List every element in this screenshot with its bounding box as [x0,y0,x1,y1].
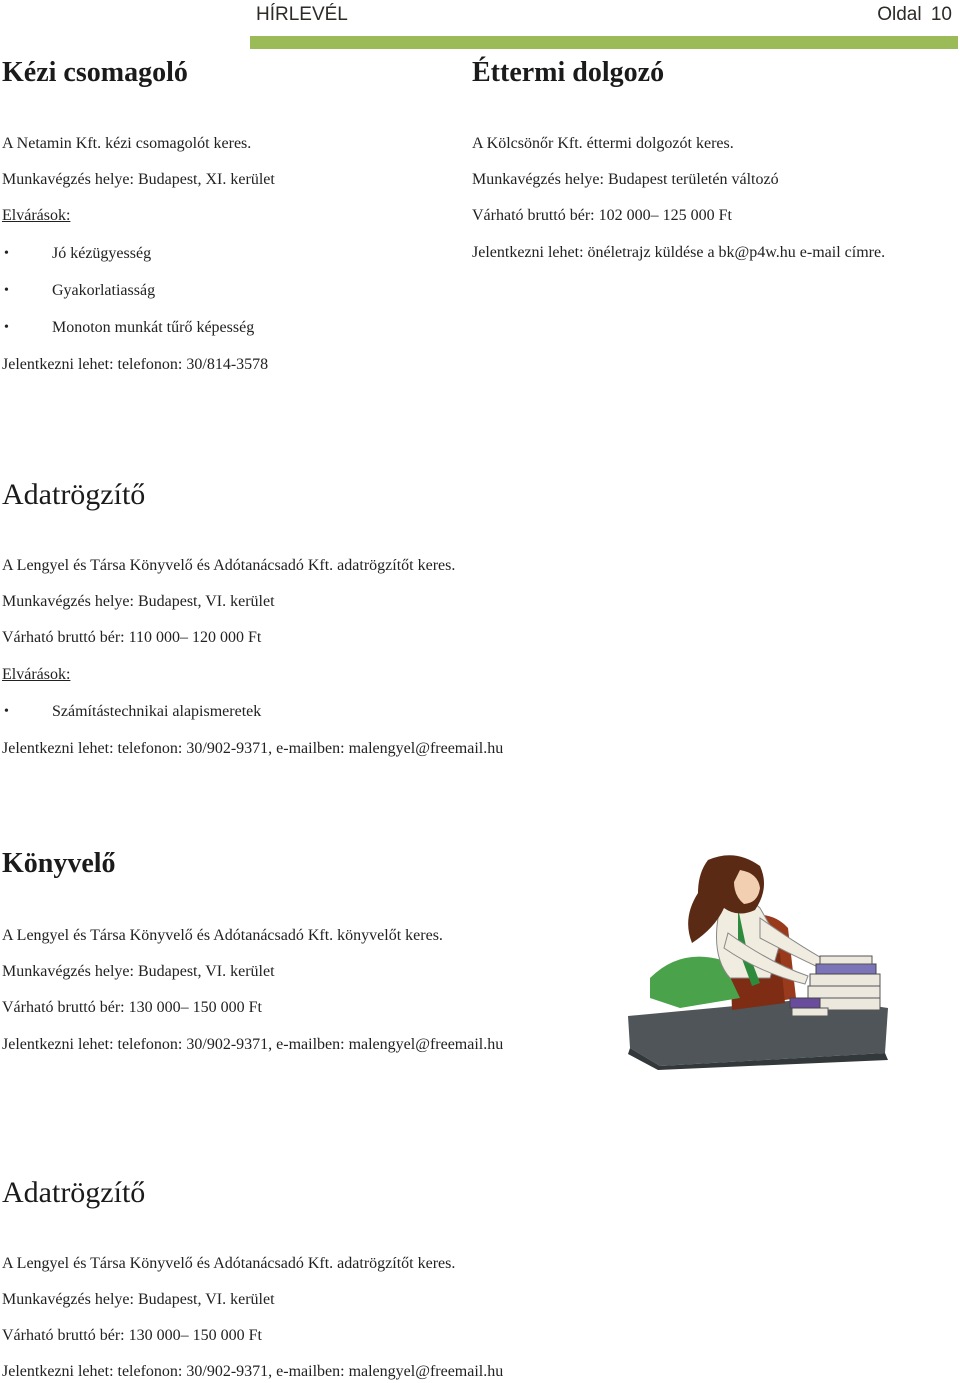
packer-contact: Jelentkezni lehet: telefonon: 30/814-3578 [2,356,269,373]
restaurant-salary: Várható bruttó bér: 102 000– 125 000 Ft [472,207,732,224]
accountant-location: Munkavégzés helye: Budapest, VI. kerület [2,963,275,980]
data-entry-2-contact: Jelentkezni lehet: telefonon: 30/902-9371, e-mailben: malengyel@freemail.hu [2,1363,504,1380]
bullet-icon: • [4,704,9,719]
packer-req-item: Jó kézügyesség [52,245,152,262]
restaurant-company: A Kölcsönőr Kft. éttermi dolgozót keres. [472,135,734,152]
accountant-company: A Lengyel és Társa Könyvelő és Adótanácsadó Kft. könyvelőt keres. [2,927,443,944]
accountant-contact: Jelentkezni lehet: telefonon: 30/902-9371, e-mailben: malengyel@freemail.hu [2,1036,504,1053]
data-entry-requirements-label: Elvárások: [2,666,71,683]
page-number-value: 10 [930,4,952,25]
data-entry-location: Munkavégzés helye: Budapest, VI. kerület [2,593,275,610]
accountant-salary: Várható bruttó bér: 130 000– 150 000 Ft [2,999,262,1016]
packer-requirements-label: Elvárások: [2,207,71,224]
packer-req-item: Gyakorlatiasság [52,282,156,299]
data-entry-company: A Lengyel és Társa Könyvelő és Adótanácsadó Kft. adatrögzítőt keres. [2,557,456,574]
packer-company: A Netamin Kft. kézi csomagolót keres. [2,135,252,152]
section-title-accountant: Könyvelő [2,848,116,879]
packer-req-item: Monoton munkát tűrő képesség [52,319,255,336]
data-entry-req-item: Számítástechnikai alapismeretek [52,703,262,720]
data-entry-2-salary: Várható bruttó bér: 130 000– 150 000 Ft [2,1327,262,1344]
section-title-data-entry: Adatrögzítő [2,478,146,511]
newsletter-title: HÍRLEVÉL [256,4,348,25]
data-entry-contact: Jelentkezni lehet: telefonon: 30/902-9371, e-mailben: malengyel@freemail.hu [2,740,504,757]
accountant-illustration [620,848,890,1070]
restaurant-location: Munkavégzés helye: Budapest területén változó [472,171,779,188]
section-title-packer: Kézi csomagoló [2,57,188,88]
header-bar [250,36,958,49]
bullet-icon: • [4,246,9,261]
section-title-restaurant: Éttermi dolgozó [472,57,665,88]
restaurant-contact: Jelentkezni lehet: önéletrajz küldése a bk@p4w.hu e-mail címre. [472,244,886,261]
page-label: Oldal [877,4,922,25]
page-number [877,4,952,26]
data-entry-2-company: A Lengyel és Társa Könyvelő és Adótanácsadó Kft. adatrögzítőt keres. [2,1255,456,1272]
data-entry-2-location: Munkavégzés helye: Budapest, VI. kerület [2,1291,275,1308]
data-entry-salary: Várható bruttó bér: 110 000– 120 000 Ft [2,629,262,646]
packer-location: Munkavégzés helye: Budapest, XI. kerület [2,171,275,188]
bullet-icon: • [4,283,9,298]
section-title-data-entry-2: Adatrögzítő [2,1176,146,1209]
bullet-icon: • [4,320,9,335]
